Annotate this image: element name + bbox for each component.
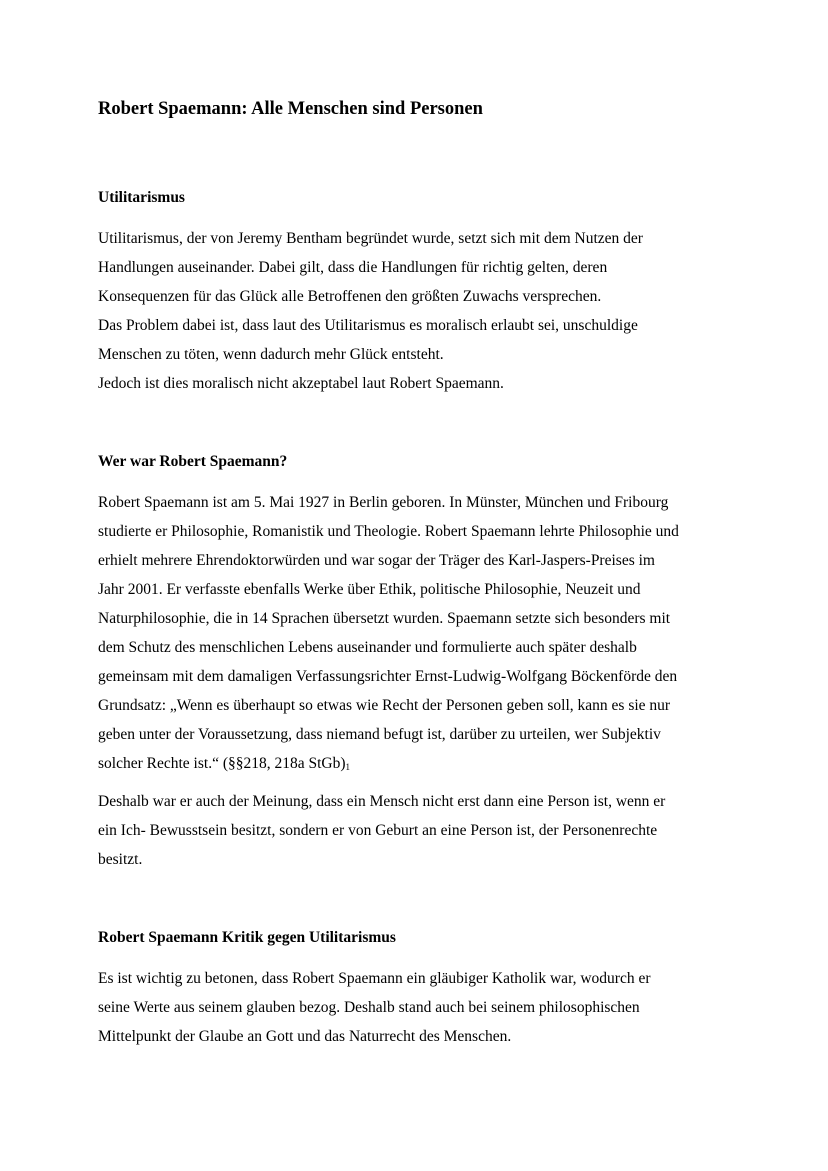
text-line: erhielt mehrere Ehrendoktorwürden und war sogar der Träger des Karl-Jaspers-Preises im	[98, 552, 655, 569]
text-line: Handlungen auseinander. Dabei gilt, dass die Handlungen für richtig gelten, deren	[98, 259, 608, 276]
text-line: besitzt.	[98, 851, 143, 868]
text-line: ein Ich- Bewusstsein besitzt, sondern er von Geburt an eine Person ist, der Personenrechte	[98, 822, 658, 839]
text-line: Es ist wichtig zu betonen, dass Robert Spaemann ein gläubiger Katholik war, wodurch er	[98, 970, 651, 987]
section-heading-critique: Robert Spaemann Kritik gegen Utilitarismus	[98, 929, 396, 946]
text-line: Grundsatz: „Wenn es überhaupt so etwas wie Recht der Personen geben soll, kann es sie nur	[98, 697, 671, 714]
text-line: Utilitarismus, der von Jeremy Bentham begründet wurde, setzt sich mit dem Nutzen der	[98, 230, 643, 247]
paragraph-person-view	[98, 787, 665, 874]
paragraph-critique	[98, 964, 651, 1051]
text-line: Deshalb war er auch der Meinung, dass ein Mensch nicht erst dann eine Person ist, wenn er	[98, 793, 666, 810]
text-line: Jedoch ist dies moralisch nicht akzeptabel laut Robert Spaemann.	[98, 375, 504, 392]
text-line: Jahr 2001. Er verfasste ebenfalls Werke über Ethik, politische Philosophie, Neuzeit und	[98, 581, 641, 598]
document-title: Robert Spaemann: Alle Menschen sind Personen	[98, 99, 483, 119]
text-line-with-footnote	[98, 749, 679, 782]
text-line: Naturphilosophie, die in 14 Sprachen übersetzt wurden. Spaemann setzte sich besonders mit	[98, 610, 671, 627]
text-line: Konsequenzen für das Glück alle Betroffenen den größten Zuwachs versprechen.	[98, 288, 602, 305]
text-line: studierte er Philosophie, Romanistik und Theologie. Robert Spaemann lehrte Philosophie und	[98, 523, 679, 540]
section-heading-biography: Wer war Robert Spaemann?	[98, 453, 288, 470]
section-heading-utilitarismus: Utilitarismus	[98, 189, 185, 206]
text-line: Mittelpunkt der Glaube an Gott und das Naturrecht des Menschen.	[98, 1028, 512, 1045]
text-line: gemeinsam mit dem damaligen Verfassungsrichter Ernst-Ludwig-Wolfgang Böckenförde den	[98, 668, 678, 685]
text-line: Menschen zu töten, wenn dadurch mehr Glück entsteht.	[98, 346, 444, 363]
text-line: solcher Rechte ist.“ (§§218, 218a StGb)	[98, 755, 346, 772]
text-line: dem Schutz des menschlichen Lebens auseinander und formulierte auch später deshalb	[98, 639, 637, 656]
footnote-marker: 1	[345, 762, 351, 772]
text-line: Robert Spaemann ist am 5. Mai 1927 in Berlin geboren. In Münster, München und Fribourg	[98, 494, 669, 511]
paragraph-utilitarismus	[98, 224, 643, 398]
paragraph-biography	[98, 488, 679, 782]
text-line: Das Problem dabei ist, dass laut des Utilitarismus es moralisch erlaubt sei, unschuldige	[98, 317, 638, 334]
text-line: seine Werte aus seinem glauben bezog. Deshalb stand auch bei seinem philosophischen	[98, 999, 640, 1016]
text-line: geben unter der Voraussetzung, dass niemand befugt ist, darüber zu urteilen, wer Subjektiv	[98, 726, 661, 743]
